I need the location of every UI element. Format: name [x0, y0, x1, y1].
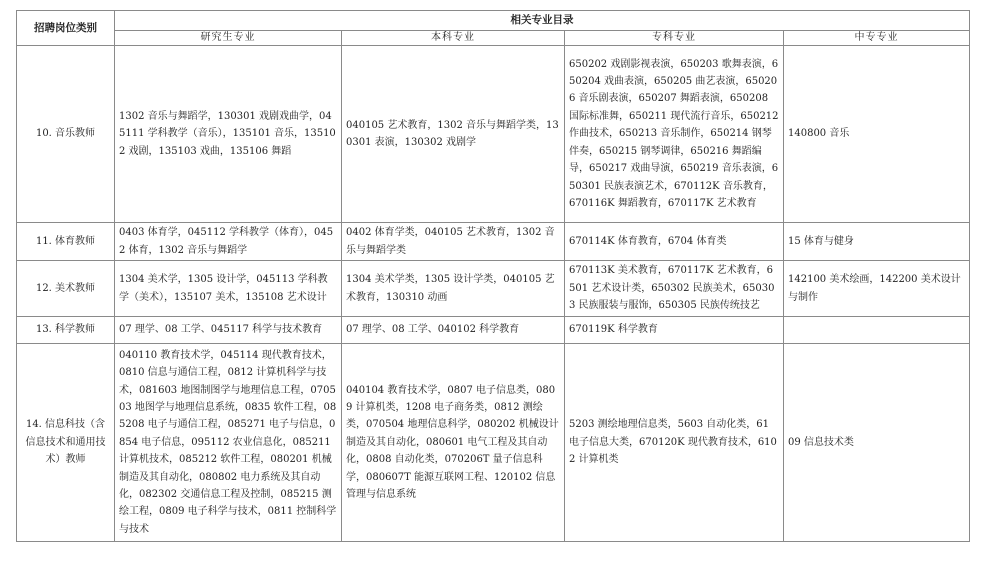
col-header-graduate: 研究生专业 [115, 31, 342, 46]
table-row [17, 317, 970, 344]
cell-category: 13. 科学教师 [17, 317, 115, 344]
cell-secondary: 140800 音乐 [784, 46, 970, 223]
cell-undergraduate: 1304 美术学类，1305 设计学类，040105 艺术教育，130310 动画 [342, 261, 565, 317]
cell-category: 12. 美术教师 [17, 261, 115, 317]
cell-college: 670114K 体育教育，6704 体育类 [565, 223, 784, 261]
cell-undergraduate: 0402 体育学类，040105 艺术教育，1302 音乐与舞蹈学类 [342, 223, 565, 261]
table-row [17, 46, 970, 223]
cell-graduate: 1302 音乐与舞蹈学，130301 戏剧戏曲学，045111 学科教学（音乐），135101 音乐，135102 戏剧，135103 戏曲，135106 舞蹈 [115, 46, 342, 223]
cell-graduate: 040110 教育技术学，045114 现代教育技术，0810 信息与通信工程，0812 计算机科学与技术，081603 地图制图学与地理信息工程，070503 地图学与地理信息系统，0835 软件工程，085208 电子与通信工程，085271 电子与信息，0854 电子信息，095112 农业信息化，085211 计算机技术，085212 软件工程，080201 机械制造及其自动化，080802 电力系统及其自动化，082302 交通信息工程及控制，085215 测绘工程，0809 电子科学与技术，0811 控制科学与技术 [115, 344, 342, 542]
cell-graduate: 0403 体育学，045112 学科教学（体育），0452 体育，1302 音乐与舞蹈学 [115, 223, 342, 261]
majors-table-container [16, 10, 970, 542]
table-row [17, 261, 970, 317]
cell-college: 650202 戏剧影视表演，650203 歌舞表演，650204 戏曲表演，650205 曲艺表演，650206 音乐剧表演，650207 舞蹈表演，650208 国际标准舞，650211 现代流行音乐，650212 作曲技术，650213 音乐制作，650214 钢琴伴奏，650215 钢琴调律，650216 舞蹈编导，650217 戏曲导演，650219 音乐表演，650301 民族表演艺术，670112K 音乐教育，670116K 舞蹈教育，670117K 艺术教育 [565, 46, 784, 223]
col-header-secondary: 中专专业 [784, 31, 970, 46]
cell-graduate: 07 理学、08 工学、045117 科学与技术教育 [115, 317, 342, 344]
cell-secondary [784, 317, 970, 344]
cell-graduate: 1304 美术学，1305 设计学，045113 学科教学（美术），135107 美术，135108 艺术设计 [115, 261, 342, 317]
cell-undergraduate: 040105 艺术教育，1302 音乐与舞蹈学类，130301 表演，130302 戏剧学 [342, 46, 565, 223]
col-header-category: 招聘岗位类别 [17, 11, 115, 46]
col-header-undergraduate: 本科专业 [342, 31, 565, 46]
cell-college: 670113K 美术教育，670117K 艺术教育，6501 艺术设计类，650302 民族美术，650303 民族服装与服饰，650305 民族传统技艺 [565, 261, 784, 317]
header-row-main [17, 11, 970, 31]
cell-category: 11. 体育教师 [17, 223, 115, 261]
cell-secondary: 142100 美术绘画，142200 美术设计与制作 [784, 261, 970, 317]
col-header-group: 相关专业目录 [115, 11, 970, 31]
majors-table [16, 10, 970, 542]
cell-undergraduate: 040104 教育技术学，0807 电子信息类，0809 计算机类，1208 电子商务类，0812 测绘类，070504 地理信息科学，080202 机械设计制造及其自动化，080601 电气工程及其自动化，0808 自动化类，070206T 量子信息科学，080607T 能源互联网工程、120102 信息管理与信息系统 [342, 344, 565, 542]
cell-secondary: 15 体育与健身 [784, 223, 970, 261]
table-row [17, 223, 970, 261]
cell-college: 670119K 科学教育 [565, 317, 784, 344]
cell-undergraduate: 07 理学、08 工学、040102 科学教育 [342, 317, 565, 344]
cell-secondary: 09 信息技术类 [784, 344, 970, 542]
cell-category: 14. 信息科技（含信息技术和通用技术）教师 [17, 344, 115, 542]
table-row [17, 344, 970, 542]
header-row-sub [17, 31, 970, 46]
cell-college: 5203 测绘地理信息类，5603 自动化类，61 电子信息大类，670120K 现代教育技术，6102 计算机类 [565, 344, 784, 542]
cell-category: 10. 音乐教师 [17, 46, 115, 223]
col-header-college: 专科专业 [565, 31, 784, 46]
